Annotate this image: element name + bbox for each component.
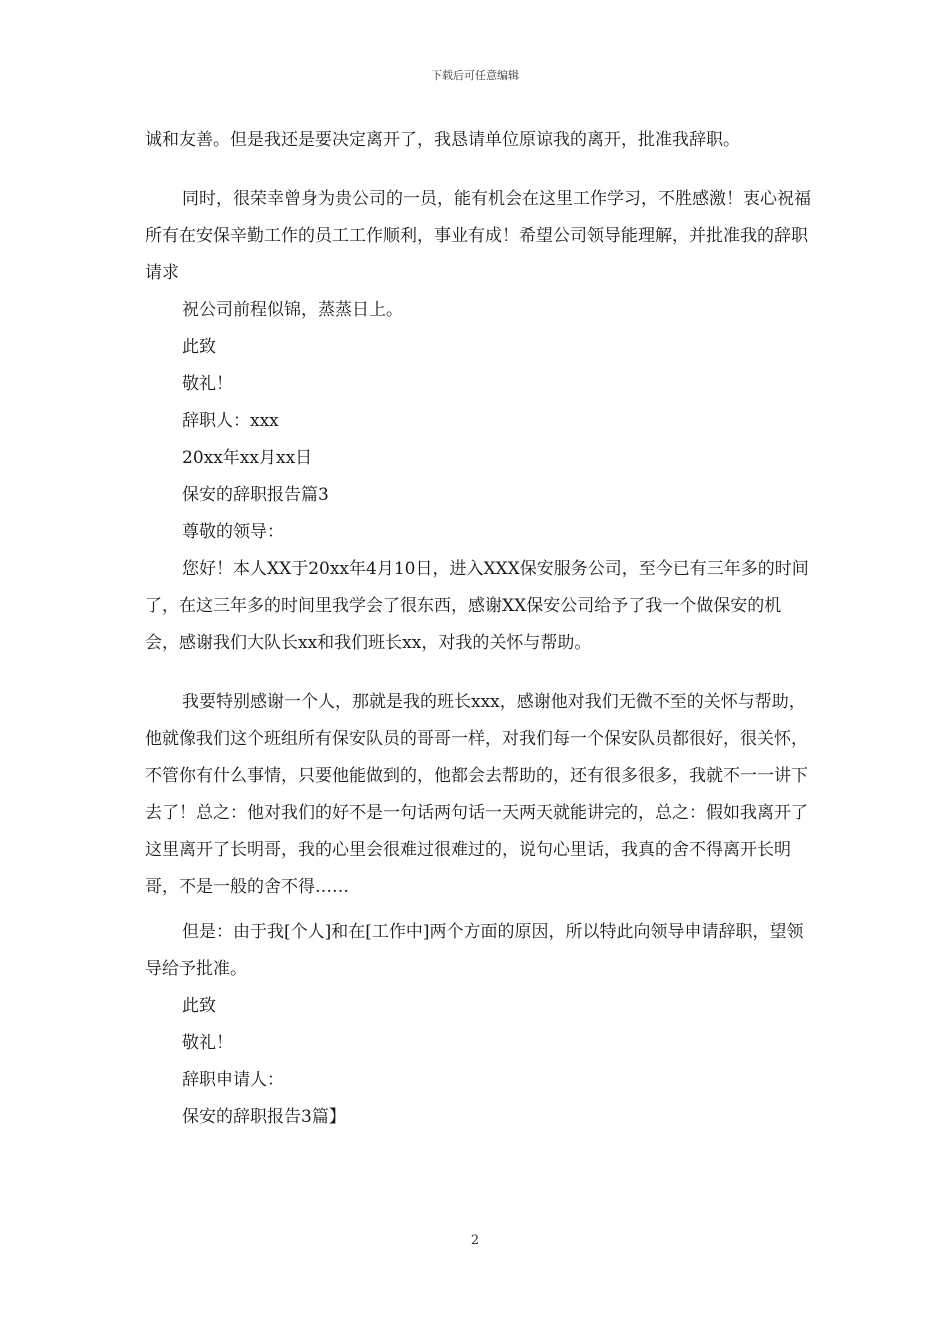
closing-salutation: 此致 xyxy=(182,337,216,357)
closing-salutation: 此致 xyxy=(182,996,216,1016)
page-number: 2 xyxy=(470,1233,480,1248)
paragraph: 祝公司前程似锦，蒸蒸日上。 xyxy=(182,300,403,320)
signature-line: 辞职申请人： xyxy=(182,1070,284,1090)
section-title: 保安的辞职报告篇3 xyxy=(182,485,329,505)
paragraph-gap xyxy=(145,159,811,181)
paragraph: 我要特别感谢一个人，那就是我的班长xxx，感谢他对我们无微不至的关怀与帮助，他就像我们这个班组所有保安队员的哥哥一样，对我们每一个保安队员都很好，很关怀，不管你有什么事情，只要他能做到的，他都会去帮助的，还有很多很多，我就不一一讲下去了！总之：他对我们的好不是一句话两句话一天两天就能讲完的，总之：假如我离开了这里离开了长明哥，我的心里会很难过很难过的，说句心里话，我真的舍不得离开长明哥，不是一般的舍不得…… xyxy=(145,692,808,897)
greeting: 尊敬的领导： xyxy=(182,522,284,542)
closing-regards: 敬礼！ xyxy=(182,1033,233,1053)
date-line: 20xx年xx月xx日 xyxy=(182,448,313,468)
paragraph: 同时，很荣幸曾身为贵公司的一员，能有机会在这里工作学习，不胜感激！衷心祝福所有在安保辛勤工作的员工工作顺利，事业有成！希望公司领导能理解，并批准我的辞职请求 xyxy=(145,189,811,283)
page-header: 下载后可任意编辑 xyxy=(431,69,519,82)
document-body xyxy=(145,122,811,1136)
paragraph: 但是：由于我[个人]和在[工作中]两个方面的原因，所以特此向领导申请辞职，望领导给予批准。 xyxy=(145,922,804,979)
paragraph: 您好！本人XX于20xx年4月10日，进入XXX保安服务公司，至今已有三年多的时间了，在这三年多的时间里我学会了很东西，感谢XX保安公司给予了我一个做保安的机会，感谢我们大队长xx和我们班长xx，对我的关怀与帮助。 xyxy=(145,559,809,653)
paragraph: 诚和友善。但是我还是要决定离开了，我恳请单位原谅我的离开，批准我辞职。 xyxy=(145,130,740,150)
paragraph-gap xyxy=(145,662,811,684)
paragraph-gap xyxy=(145,906,811,914)
closing-regards: 敬礼！ xyxy=(182,374,233,394)
signature-line: 辞职人：xxx xyxy=(182,411,279,431)
section-title: 保安的辞职报告3篇】 xyxy=(182,1107,346,1127)
